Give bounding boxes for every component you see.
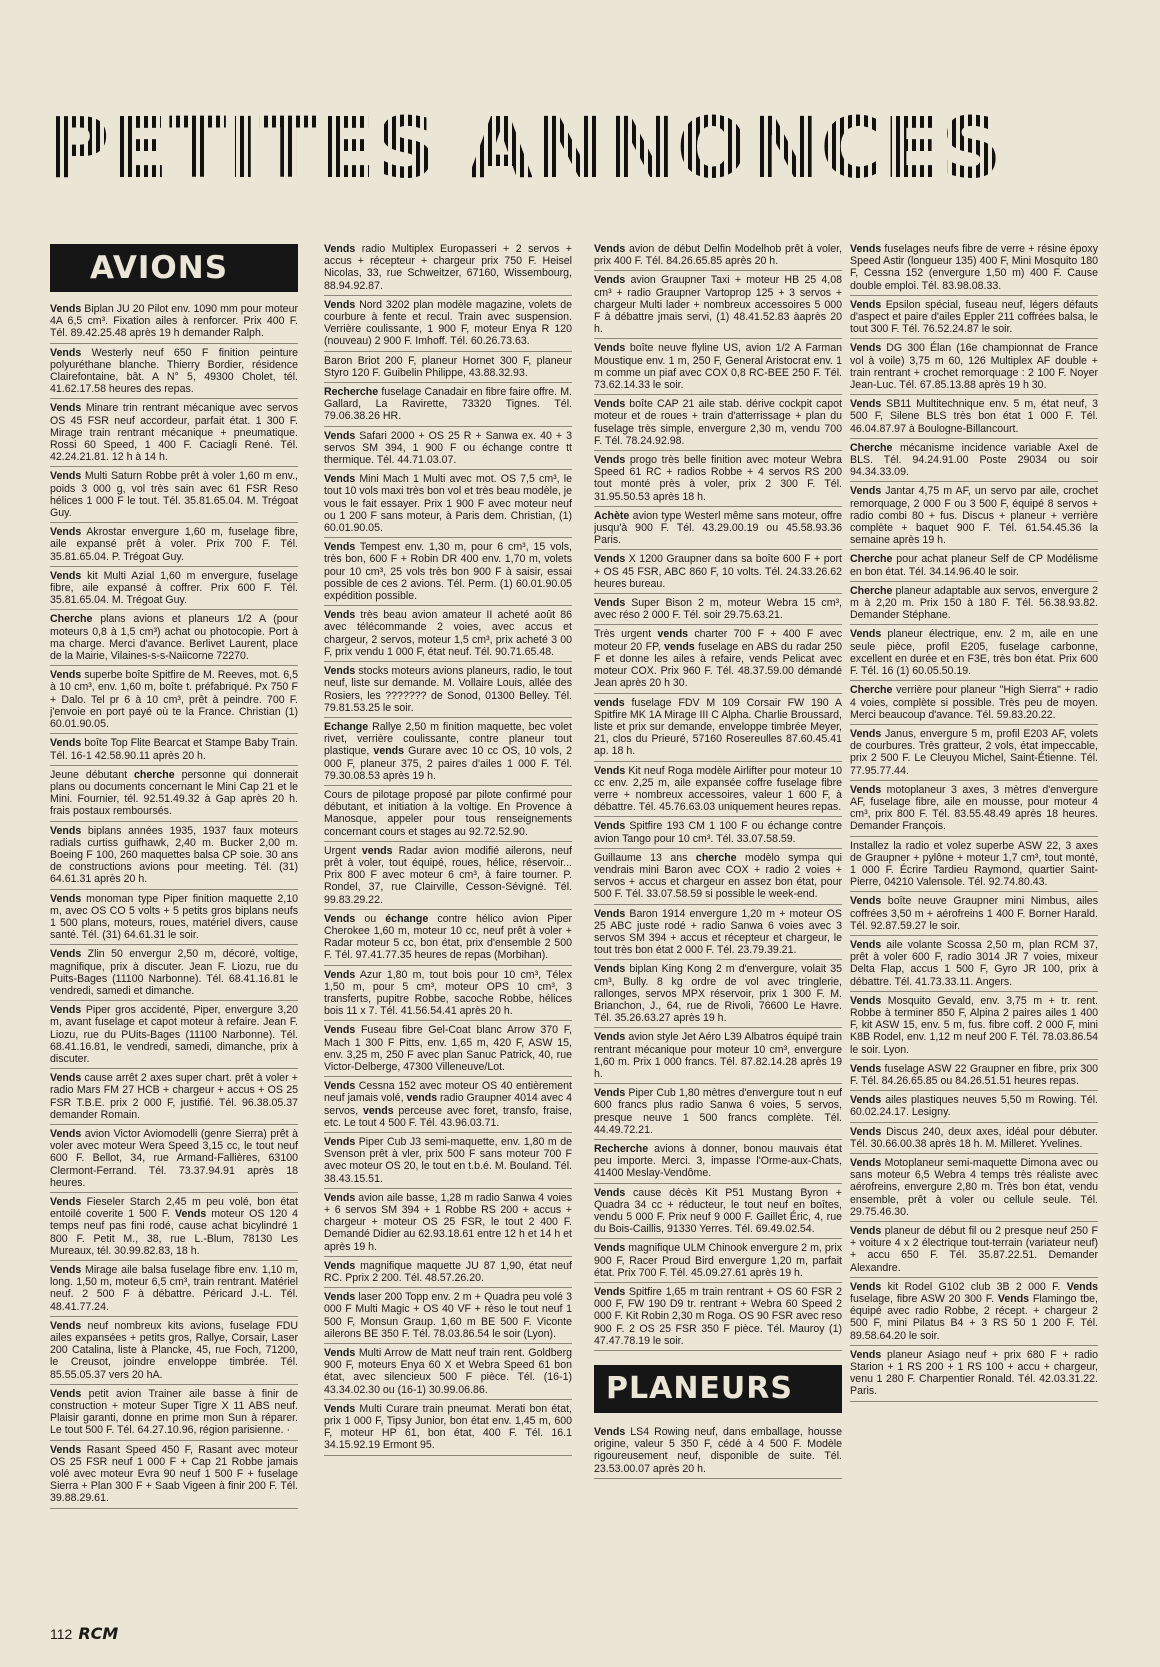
ad-text: Multi Saturn Robbe prêt à voler 1,60 m env., poids 3 000 g, vol très sain avec 61 FSR Reso hélices 1 000 F le tout. Tél. 35.81.65.04. M. Trégoat Guy. [50, 470, 298, 520]
ad-text: planeur de début fil ou 2 presque neuf 250 F + voiture 4 x 2 électrique tout-terrain (variateur neuf) + accu 650 F. Tél. 35.87.22.51. Demander Alexandre. [850, 1225, 1098, 1274]
classified-ad [50, 300, 298, 344]
classified-ad [850, 1060, 1098, 1091]
classified-ad [50, 344, 298, 400]
ad-keyword: Vends [324, 243, 356, 255]
ad-keyword: Vends [594, 398, 626, 411]
ad-keyword: Vends [50, 303, 82, 315]
ad-text: ou [355, 912, 386, 925]
ad-text: personne qui donnerait plans ou documents concernant le Mini Cap 21 et le Mini. Fournier, tél. 92.51.49.32 à Gap après 20 h. frais postaux remboursés. [50, 768, 298, 818]
ad-text: Urgent [324, 844, 362, 857]
ad-text: avion style Jet Aéro L39 Albatros équipé train rentrant mécanique pour moteur 10 cm³, envergure 1,60 m. Prix 1 000 francs. Tél. 87.82.14.28 après 19 h. [594, 1031, 842, 1080]
ad-keyword: Vends [324, 1024, 356, 1037]
ad-text: perceuse avec foret, transfo, fraise, etc. Le tout 4 500 F. Tél. 43.96.03.71. [324, 1104, 572, 1129]
ad-text: laser 200 Topp env. 2 m + Quadra peu volé 3 000 F Multi Magic + OS 40 VF + réso le tout neuf 1 500 F, Monsun Graup. 1,60 m BE 500 F. Viconte ailerons BE 350 F. Tél. 78.03.86.54 le soir (Lyon). [324, 1291, 572, 1340]
ad-text: fuselage Canadair en fibre faire offre. M. Gallard, La Ravirette, 73320 Tignes. Tél. 79.06.38.26 HR. [324, 386, 572, 423]
ad-text: motoplaneur 3 axes, 3 mètres d'envergure AF, fuselage fibre, aile en mousse, pour moteur 4 cm³, prix 800 F. Tél. 83.55.48.49 après 18 heures. Demander François. [850, 783, 1098, 833]
ad-keyword: Vends [850, 243, 882, 255]
classified-ad [594, 905, 842, 961]
classified-ad [50, 822, 298, 890]
classified-ad [324, 296, 572, 352]
ad-keyword: Vends [850, 398, 882, 411]
ad-keyword: Vends [50, 1443, 82, 1456]
ad-keyword: Cherche [850, 584, 893, 597]
ad-text: fuselages neufs fibre de verre + résine époxy Speed Astir (longueur 135) 400 F, Mini Mosquito 180 F, Cessna 152 (envergure 1,50 m) 400 F. Cause double emploi. Tél. 83.98.08.33. [850, 243, 1098, 292]
ad-text: boîte CAP 21 aile stab. dérive cockpit capot moteur et de roues + train d'atterrissage + plan du fuselage très simple, envergure 2,30 m, vendu 700 F. Tél. 78.24.92.98. [594, 398, 842, 447]
ad-text: avion aile basse, 1,28 m radio Sanwa 4 voies + 6 servos SM 394 + 1 Robbe RS 200 + accus + chargeur + moteur OS 25 FSR, le tout 2 400 F. Demandé Didier au 62.93.18.61 entre 12 h et 14 h et après 19 h. [324, 1191, 572, 1253]
ad-text: Spitfire 193 CM 1 100 F ou échange contre avion Tango pour 10 cm³. Tél. 33.07.58.59. [594, 820, 842, 845]
ad-text: cause décès Kit P51 Mustang Byron + Quadra 34 cc + réducteur, le tout neuf en boîtes, vendu 5 000 F. Prix neuf 9 000 F. Gaillet Éric, 4, rue du Bois-Caillis, 91330 Yerres. Tél. 69.49.02.54. [594, 1186, 842, 1236]
ad-keyword: Vends [324, 912, 356, 925]
ad-text: Spitfire 1,65 m train rentrant + OS 60 FSR 2 000 F, FW 190 D9 tr. rentrant + Webra 60 Speed 2 000 F. Kit Robin 2,30 m Roga. OS 90 FSR avec reso 900 F. 2 OS 25 FSR 350 F pièce. Tél. Mauroy (1) 47.47.78.19 le soir. [594, 1286, 842, 1347]
classified-ad [324, 1021, 572, 1077]
column-1 [50, 240, 298, 1620]
ad-keyword: Vends [324, 1347, 356, 1360]
classified-ad [324, 606, 572, 662]
classified-ad [850, 1278, 1098, 1346]
classified-ad [594, 240, 842, 271]
ad-text: LS4 Rowing neuf, dans emballage, housse origine, valeur 5 350 F, cédé à 4 500 F. Modèle rigoureusement neuf, disponible de suite. Tél. 23.53.00.07 après 20 h. [594, 1426, 842, 1475]
classified-ad [594, 395, 842, 451]
ad-keyword: Vends [324, 1259, 356, 1272]
ad-keyword: Vends [850, 298, 882, 311]
classified-ad [850, 395, 1098, 439]
ad-text: planeur adaptable aux servos, envergure 2 m à 2,20 m. Prix 150 à 180 F. Tél. 56.38.93.82. Demander Stéphane. [850, 584, 1098, 622]
ad-text: boîte neuve flyline US, avion 1/2 A Farman Moustique env. 1 m, 250 F, General Aristocrat env. 1 m comme un piaf avec COX 0,8 RC-BEE 250 F. Tél. 73.62.14.33 le soir. [594, 342, 842, 392]
ad-keyword: Vends [850, 1094, 882, 1107]
ad-text: boîte neuve Graupner mini Nimbus, ailes coffrées 3,50 m + aérofreins 1 400 F. Borner Harald. Tél. 92.87.59.27 le soir. [850, 895, 1098, 932]
ad-text: Flamingo tbe, équipé avec radio Robbe, 2 récept. + chargeur 2 500 F, mini Pilatus B4 + 3 RS 50 1 200 F. Tél. 89.58.64.20 le soir. [850, 1293, 1098, 1342]
ad-keyword: Echange [324, 720, 369, 733]
ad-text: progo très belle finition avec moteur Webra Speed 61 RC + radios Robbe + 4 servos RS 200 tout monté près à voler, prix 2 300 F. Tél. 31.95.50.53 après 18 h. [594, 454, 842, 503]
classified-ad [50, 1069, 298, 1125]
ad-text: Minare trin rentrant mécanique avec servos OS 45 FSR neuf accordeur, parfait état. 1 300 F. Mirage train rentrant mécanique + pneumatique. Rossi 60 Speed, 1 400 F. Caciagli René. Tél. 42.24.21.81. 12 h à 14 h. [50, 402, 298, 464]
ad-text: planeur Asiago neuf + prix 680 F + radio Starion + 1 RS 200 + 1 RS 100 + accu + chargeur, venu 1 280 F. Charpentier Ronald. Tél. 42.03.31.22. Paris. [850, 1348, 1098, 1398]
classified-ad [850, 296, 1098, 340]
ad-text: boîte Top Flite Bearcat et Stampe Baby Train. Tél. 16-1 42.58.90.11 après 20 h. [50, 737, 298, 762]
classified-ad [594, 1184, 842, 1240]
classified-ad [324, 1077, 572, 1133]
classified-ad [324, 1257, 572, 1288]
classified-ad [324, 1189, 572, 1257]
ad-keyword: Vends [50, 1004, 82, 1017]
ad-text: Janus, envergure 5 m, profil E203 AF, volets de courbures. Très gratteur, 2 vols, état impeccable, prix 2 500 F. Le Cleuyou Michel, Saint-Étienne. Tél. 77.95.77.44. [850, 727, 1098, 777]
classified-ad [50, 399, 298, 467]
ad-keyword: vends [362, 1104, 394, 1117]
classified-ad [50, 945, 298, 1001]
ad-keyword: Vends [850, 783, 882, 796]
ad-text: Mosquito Gevald, env. 3,75 m + tr. rent. Robbe à terminer 850 F, Alpina 2 paires ailes 1 400 F, kit ASW 15, env. 5 m, fus. fibre coff. 2 000 F, mini K8B Rodel, env. 1,12 m neuf 200 F. Tél. 78.03.86.54 le soir. Lyon. [850, 994, 1098, 1056]
ad-keyword: Vends [175, 1208, 207, 1221]
classified-ad [850, 1091, 1098, 1122]
classified-ad [50, 666, 298, 734]
ad-keyword: vends [361, 844, 393, 857]
classified-ad [850, 892, 1098, 936]
section-banner-planeurs: PLANEURS [594, 1365, 842, 1413]
ad-keyword: Vends [850, 628, 882, 641]
classified-ad [594, 1140, 842, 1184]
ad-keyword: Vends [324, 665, 356, 678]
classified-ad [50, 734, 298, 765]
ad-text: Zlin 50 envergur 2,50 m, décoré, voltige, magnifique, prix à discuter. Jean F. Liozu, rue du Puits-Bages (11100 Narbonne). Tél. 68.41.16.81 le vendredi, samedi et dimanche. [50, 948, 298, 997]
ad-keyword: Vends [50, 569, 82, 582]
ad-keyword: Vends [850, 1157, 882, 1169]
ad-keyword: vends [406, 1092, 438, 1105]
ad-text: kit Rodel G102 club 3B 2 000 F. [881, 1280, 1067, 1293]
page-footer [50, 1625, 118, 1643]
ad-text: avion de début Delfin Modelhob prêt à voler, prix 400 F. Tél. 84.26.65.85 après 20 h. [594, 243, 842, 268]
ad-text: modèlo sympa qui vendrais mini Baron avec COX + radio 2 voies + servos + accus et chargeur en assez bon état, pour 500 F. Tél. 33.07.58.59 si possible le week-end. [594, 851, 842, 901]
ad-text: Biplan JU 20 Pilot env. 1090 mm pour moteur 4A 6,5 cm³. Fixation ailes à renforcer. Prix 400 F. Tél. 89.42.25.48 après 19 h demander Ralph. [50, 303, 298, 340]
ad-keyword: Vends [50, 824, 82, 837]
classified-ad [594, 1028, 842, 1084]
ad-keyword: Vends [324, 429, 356, 442]
ad-keyword: Vends [850, 994, 882, 1007]
ad-keyword: Vends [594, 274, 626, 287]
ad-keyword: Vends [850, 1225, 882, 1238]
ad-text: contre hélico avion Piper Cherokee 1,60 m, moteur 10 cc, neuf prêt à voler + Radar moteur 5 cc, bon état, prix d'ensemble 2 500 F. Tél. 97.41.77.35 heures de repas (Morbihan). [324, 912, 572, 962]
ad-text: Très urgent [594, 628, 658, 641]
ad-text: radio Multiplex Europasseri + 2 servos + accus + récepteur + chargeur prix 750 F. Heisel Nicolas, 33, rue Schweitzer, 67160, Wissembourg, 88.94.92.87. [324, 243, 572, 292]
ad-text: Rasant Speed 450 F, Rasant avec moteur OS 25 FSR neuf 1 000 F + Cap 21 Robbe jamais volé avec moteur Evra 90 neuf 1 500 F + fuselage Sierra + Plan 300 F + Saab Vigeen à finir 200 F. Tél. 39.88.29.61. [50, 1443, 298, 1505]
ad-text: Motoplaneur semi-maquette Dimona avec ou sans moteur 6,5 Webra 4 temps très réaliste avec aérofreins, envergure 2,80 m. Très bon état, vendu ensemble, prêt à voler ou cellule seule. Tél. 29.75.46.30. [850, 1157, 1098, 1218]
ad-keyword: Vends [850, 1280, 882, 1293]
ad-text: avion type Westerl même sans moteur, offre jusqu'à 900 F. Tél. 43.29.00.19 ou 45.58.93.36 Paris. [594, 509, 842, 547]
ad-keyword: Cherche [850, 684, 893, 697]
ad-text: petit avion Trainer aile basse à finir de construction + moteur Super Tigre X 11 ABS neuf. Plaisir garanti, donne en prime mon Sun à réparer. Le tout 500 F. Tél. 64.27.10.96, région parisienne. · [50, 1387, 298, 1437]
ad-keyword: Vends [324, 541, 356, 554]
ad-text: Cessna 152 avec moteur OS 40 entièrement neuf jamais volé, [324, 1080, 572, 1105]
classified-ad [50, 1125, 298, 1193]
ad-text: Piper Cub J3 semi-maquette, env. 1,80 m de Svenson prêt à vler, prix 500 F sans moteur 700 F avec moteur OS 20, le tout en t.b.é. M. Bouland. Tél. 38.43.15.51. [324, 1136, 572, 1185]
classified-ad [850, 1222, 1098, 1278]
ad-text: fuselage en ABS du radar 250 F et donne les ailes à refaire, vends Pelicat avec moteur COX. Prix 960 F. Tél. 48.37.59.00 démandé Jean après 20 h 30. [594, 640, 842, 690]
classified-ad [594, 550, 842, 594]
ad-keyword: Vends [50, 346, 82, 359]
ad-text: Gurare avec 10 cc OS, 10 vols, 2 000 F, planeur 375, 2 paires d'ailes 1 000 F. Tél. 79.30.08.53 après 19 h. [324, 745, 572, 782]
ad-text: radio Graupner 4014 avec 4 servos, [324, 1092, 572, 1117]
classified-ad [50, 1385, 298, 1441]
classified-ad [324, 1344, 572, 1400]
ad-text: Guillaume 13 ans [594, 851, 696, 864]
ad-keyword: Recherche [594, 1143, 649, 1155]
ad-text: avion Graupner Taxi + moteur HB 25 4,08 cm³ + radio Graupner Vartoprop 125 + 3 servos + chargeur Multi lader + nombreux accessoires 5 000 F à débattre jmais servi, (1) 48.41.52.83 àaprès 20 h. [594, 274, 842, 336]
ad-text: neuf nombreux kits avions, fuselage FDU ailes expansées + petits gros, Rallye, Corsair, Laser 200 Catalina, liste à Plancke, 45, rue Foch, 71200, le Creusot, joindre enveloppe timbrée. Tél. 85.55.05.37 vers 20 hA. [50, 1319, 298, 1381]
ad-keyword: Vends [50, 1319, 82, 1332]
ad-keyword: vends [657, 628, 689, 641]
ad-keyword: Vends [50, 526, 82, 539]
classified-ad [850, 992, 1098, 1060]
ad-text: superbe boîte Spitfire de M. Reeves, mot. 6,5 à 10 cm³, env. 1,60 m, boîte t. préfabriqué. Px 750 F + Dalo. Tel pr 6 à 10 cm³, prêt à peindre. 700 F. j'envoie en port payé où te la France. Christian (1) 60.01.90.05. [50, 669, 298, 731]
ad-text: Mini Mach 1 Multi avec mot. OS 7,5 cm³, le tout 10 vols maxi très bon vol et très beau modèle, je vous le fait essayer. Prix 1 900 F avec moteur neuf ou 1 200 F sans moteur, à Paris dem. Christian, (1) 60.01.90.05. [324, 473, 572, 535]
classified-ad [850, 625, 1098, 681]
ad-text: Discus 240, deux axes, idéal pour débuter. Tél. 30.66.00.38 après 18 h. M. Milleret. Yvelines. [850, 1125, 1098, 1150]
ad-keyword: Vends [594, 1286, 626, 1299]
classified-ad [50, 1193, 298, 1261]
classified-ad [324, 718, 572, 786]
ad-text: Jeune débutant [50, 768, 134, 781]
ad-keyword: Vends [50, 669, 82, 682]
magazine-brand: RCM [78, 1624, 119, 1643]
classified-ad [50, 610, 298, 666]
ad-text: Multi Curare train pneumat. Merati bon état, prix 1 000 F, Tipsy Junior, bon état env. 1,45 m, 600 F, moteur HP 61, bon état, 400 F. Tél. 16.1 34.15.92.19 Ermont 95. [324, 1402, 572, 1452]
ad-keyword: Vends [850, 342, 882, 355]
ad-text: Safari 2000 + OS 25 R + Sanwa ex. 40 + 3 servos SM 394, 1 900 F ou échange contre tt thermique. Tél. 44.71.03.07. [324, 429, 572, 467]
classified-ad [324, 1133, 572, 1189]
column-3 [594, 240, 842, 1620]
ad-text: fuselage, fibre ASW 20 300 F. [850, 1293, 998, 1306]
ad-text: Tempest env. 1,30 m, pour 6 cm³, 15 vols, très bon, 600 F + Robin DR 400 env. 1,70 m, volets pour 10 cm³, 25 vols très bon 900 F à saisir, essai possible de ces 2 avions. Tél. Perm. (1) 60.01.90.05 expédition possible. [324, 541, 572, 603]
ad-keyword: Vends [594, 963, 626, 976]
classified-ad [850, 339, 1098, 395]
classified-ad [594, 960, 842, 1028]
ad-keyword: cherche [695, 851, 737, 864]
classified-ad [324, 240, 572, 296]
ad-text: fuselage FDV M 109 Corsair FW 190 A Spitfire MK 1A Mirage III C Alpha. Charlie Broussard, liste et prix sur demande, enveloppe timbrée Meyer, 21, clos du Prieuré, 57160 Rosereulles 87.60.45.41 ap. 18 h. [594, 696, 842, 758]
ad-text: monoman type Piper finition maquette 2,10 m, avec OS CO 5 volts + 5 petits gros biplans neufs 1 500 plans, moteurs, roues, matériel divers, cause santé. Tél. (31) 64.61.31 le soir. [50, 892, 298, 942]
ad-keyword: cherche [134, 768, 175, 781]
classified-ad [324, 1400, 572, 1456]
ad-keyword: Vends [324, 1402, 356, 1415]
ad-text: pour achat planeur Self de CP Modélisme en bon état. Tél. 34.14.96.40 le soir. [850, 553, 1098, 578]
ad-text: Azur 1,80 m, tout bois pour 10 cm³, Télex 1,50 m, pour 5 cm³, moteur OPS 10 cm³, 3 transferts, pupitre Robbe, sacoche Robbe, hélices bois 11 x 7. Tél. 41.56.54.41 après 20 h. [324, 968, 572, 1018]
ad-keyword: Vends [50, 1264, 82, 1277]
ad-text: Kit neuf Roga modèle Airlifter pour moteur 10 cc env. 2,25 m, aile expansée coffre fuselage fibre verre + nombreux accessoires, valeur 1 600 F, à débattre. Tél. 45.76.63.03 uniquement heures repas. [594, 764, 842, 814]
ad-text: Rallye 2,50 m finition maquette, bec volet rivet, verrière coulissante, contre planeur tout plastique, [324, 720, 572, 758]
ad-text: Epsilon spécial, fuseau neuf, légers défauts d'aspect et paire d'ailes Eppler 211 coffrées balsa, le tout 300 F. Tél. 76.52.24.87 le soir. [850, 298, 1098, 336]
ad-keyword: Vends [850, 895, 882, 908]
ad-keyword: Vends [850, 1062, 882, 1075]
classified-ad [50, 467, 298, 523]
ad-text: moteur OS 120 4 temps neuf pas fini rodé, cause achat bicylindré 1 800 F. Petit M., 38, rue L.-Blum, 78130 Les Mureaux, tél. 30.99.82.83, 18 h. [50, 1208, 298, 1257]
ad-keyword: Vends [50, 402, 82, 415]
ad-keyword: Vends [594, 1031, 626, 1044]
ad-text: Fuseau fibre Gel-Coat blanc Arrow 370 F, Mach 1 300 F Pitts, env. 1,65 m, 420 F, ASW 15, env. 3,25 m, 250 F avec plan Sanuc Patrick, 40, rue Victor-Delberge, 47300 Villeneuve/Lot. [324, 1024, 572, 1073]
classified-ad [850, 681, 1098, 725]
ad-text: Nord 3202 plan modèle magazine, volets de courbure à fente et recul. Train avec suspension. Verrière coulissante, 1 900 F, moteur Enya R 120 (nouveau) 2 900 F. Imhoff. Tél. 60.26.73.63. [324, 298, 572, 348]
classified-ad [324, 966, 572, 1022]
classified-ad [594, 1084, 842, 1140]
ad-keyword: Vends [594, 243, 626, 255]
classified-ad [850, 781, 1098, 837]
ad-text: cause arrêt 2 axes super chart. prêt à voler + radio Mars FM 27 HCB + chargeur + accus + OS 25 FSR T.B.E. prix 2 000 F, justifié. Tél. 96.38.05.37 demander Romain. [50, 1072, 298, 1121]
ad-keyword: Vends [850, 485, 882, 498]
ad-text: Piper gros accidenté, Piper, envergure 3,20 m, avant fuselage et capot moteur à refaire. Jean F. Liozu, rue du PUits-Bages (11100 Narbonne). Tél. 68.41.16.81, le vendredi, samedi, dimanche, prix à discuter. [50, 1004, 298, 1065]
ad-keyword: Recherche [324, 386, 379, 399]
classified-ad [50, 1317, 298, 1385]
classified-ad [324, 427, 572, 471]
section-banner-avions: AVIONS [50, 244, 298, 292]
ad-keyword: vends [373, 745, 405, 758]
ad-text: biplan King Kong 2 m d'envergure, volait 35 cm³, Bully. 8 kg ordre de vol avec tringlerie, rallonges, servos MPX réservoir, prix 1 300 F. M. Brianchon, J., 64, rue de Rivoli, 76600 Le Havre. Tél. 35.26.63.27 après 19 h. [594, 963, 842, 1025]
ad-text: planeur électrique, env. 2 m, aile en une seule pièce, profil E205, fuselage carbonne, excellent en durée et en F3E, très bon état. Prix 600 F. Tél. 16 (1) 60.05.50.19. [850, 628, 1098, 678]
ad-text: Radar avion modifié ailerons, neuf prêt à voler, tout équipé, roues, hélice, réservoir... Prix 800 F avec moteur 6 cm³, à faire tourner. P. Rondel, 37, rue Clairville, Cesson-Sévigné. Tél. 99.83.29.22. [324, 844, 572, 906]
ad-keyword: Vends [324, 968, 356, 981]
ad-keyword: vends [594, 696, 625, 709]
ad-keyword: Vends [594, 1087, 626, 1100]
ad-text: Baron 1914 envergure 1,20 m + moteur OS 25 ABC juste rodé + radio Sanwa 6 voies avec 3 servos SM 394 + accus et récepteur et chargeur, le tout très bon état 2 000 F. Tél. 23.79.39.21. [594, 907, 842, 957]
ad-keyword: Vends [594, 553, 626, 566]
ad-keyword: Vends [850, 938, 882, 951]
ad-text: charter 700 F + 400 F avec moteur 20 FP, [594, 628, 842, 653]
ad-keyword: Vends [594, 820, 626, 833]
ad-keyword: Vends [50, 1127, 82, 1140]
ad-text: très beau avion amateur II acheté août 86 avec télécommande 2 voies, avec accus et chargeur, 2 servos, moteur 1,5 cm³, prix acheté 3 00 F, prix vendu 1 000 F, état neuf. Tél. 90.71.65.48. [324, 609, 572, 658]
ad-text: Installez la radio et volez superbe ASW 22, 3 axes de Graupner + pylône + moteur 1,7 cm³, tout monté, 1 000 F. Écrire Tardieu Raymond, quartier Saint-Pierre, 04210 Valensole. Tél. 92.74.80.43. [850, 839, 1098, 889]
classified-ad [324, 842, 572, 910]
ad-keyword: Vends [997, 1293, 1030, 1306]
ad-keyword: Cherche [850, 441, 893, 454]
ad-keyword: Vends [594, 342, 626, 355]
ad-keyword: Vends [324, 473, 356, 486]
ad-text: aile volante Scossa 2,50 m, plan RCM 37, prêt à voler 600 F, radio 3014 JR 7 voies, mixeur Delta Flap, accus 1 500 F, Gyro JR 100, prix à débattre. Tél. 41.73.33.11. Angers. [850, 938, 1098, 988]
classified-ad [850, 582, 1098, 626]
classified-ad [594, 1239, 842, 1283]
page-number: 112 [50, 1626, 73, 1642]
classified-ad [324, 910, 572, 966]
classified-ad [594, 507, 842, 551]
ad-text: Westerly neuf 650 F finition peinture polyuréthane blanche. Thierry Bordier, résidence Clairefontaine, bât. A N° 5, 49300 Cholet, tél. 41.62.17.58 heures des repas. [50, 346, 298, 396]
ad-keyword: Vends [850, 1348, 882, 1361]
ad-keyword: échange [385, 912, 429, 925]
ad-text: magnifique maquette JU 87 1,90, état neuf RC. Pprix 2 200. Tél. 48.57.26.20. [324, 1259, 572, 1285]
page-title: PETITES ANNONCES [48, 100, 1128, 196]
classified-ad [594, 339, 842, 395]
ad-keyword: Vends [594, 454, 626, 467]
classified-ad [324, 662, 572, 718]
classified-ad [324, 1288, 572, 1344]
classified-ad [324, 352, 572, 383]
classified-ad [324, 538, 572, 606]
classified-ad [324, 786, 572, 842]
classified-ad [594, 271, 842, 339]
ad-keyword: Vends [50, 948, 82, 961]
ad-text: Baron Briot 200 F, planeur Hornet 300 F, planeur Styro 120 F. Guibelin Philippe, 43.88.32.93. [324, 354, 572, 379]
ad-text: avions à donner, bonou mauvais état peu importe. Merci. 3, impasse l'Orme-aux-Chats, 41400 Meslay-Vendôme. [594, 1143, 842, 1180]
ad-text: SB11 Multitechnique env. 5 m, état neuf, 3 500 F, Silene BLS très bon état 1 000 F. Tél. 46.04.87.97 à Boulogne-Billancourt. [850, 398, 1098, 435]
classified-ad [850, 837, 1098, 893]
ad-text: DG 300 Élan (16e championnat de France vol à voile) 3,75 m 60, 126 Multiplex AF double + train rentrant + crochet remorquage : 2 100 F. Noyer Jean-Luc. Tél. 67.85.13.88 après 19 h 30. [850, 342, 1098, 392]
classified-ad [594, 625, 842, 693]
ad-keyword: Vends [50, 1072, 82, 1085]
ad-keyword: Vends [324, 298, 356, 311]
ad-keyword: Vends [50, 470, 82, 483]
ad-text: avion Victor Aviomodelli (genre Sierra) prêt à voler avec moteur Wera Speed 3,15 cc, le tout neuf 600 F. Bellot, 34, rue Armand-Fallières, 63100 Clermont-Ferrand. Tél. 73.37.94.91 après 18 heures. [50, 1127, 298, 1189]
ad-keyword: Vends [594, 1242, 626, 1255]
ad-keyword: Cherche [50, 613, 93, 626]
ad-keyword: Vends [594, 1186, 626, 1199]
classified-ad [850, 725, 1098, 781]
classified-ad [50, 1001, 298, 1069]
ad-keyword: vends [664, 640, 695, 653]
ad-text: ailes plastiques neuves 5,50 m Rowing. Tél. 60.02.24.17. Lesigny. [850, 1094, 1098, 1119]
classified-ad [50, 890, 298, 946]
ad-text: X 1200 Graupner dans sa boîte 600 F + port + OS 45 FSR, ABC 860 F, 10 volts. Tél. 24.33.26.62 heures bureau. [594, 553, 842, 590]
column-4 [850, 240, 1098, 1620]
ad-keyword: Vends [324, 1191, 356, 1204]
classified-ad [850, 439, 1098, 483]
classified-ad [850, 482, 1098, 550]
classified-ad [850, 1346, 1098, 1402]
ad-text: stocks moteurs avions planeurs, radio, le tout neuf, liste sur demande. M. Vollaire Louis, allée des Rosiers, les ??????? de Sonod, 01300 Belley. Tél. 79.81.53.25 le soir. [324, 665, 572, 714]
ad-text: kit Multi Azial 1,60 m envergure, fuselage fibre, aile expansé à coffrer. Prix 600 F. Tél. 35.81.65.04. M. Trégoat Guy. [50, 569, 298, 607]
classified-ad [50, 1441, 298, 1509]
ad-keyword: Vends [324, 1080, 356, 1093]
classified-ad [324, 383, 572, 427]
classified-ad [50, 523, 298, 567]
ad-keyword: Vends [50, 1196, 82, 1208]
column-2 [324, 240, 572, 1620]
ad-keyword: Cherche [850, 553, 893, 566]
classified-ad [594, 817, 842, 848]
ad-keyword: Vends [324, 609, 356, 622]
ad-text: biplans années 1935, 1937 faux moteurs radials curtiss guifhawk, 2,40 m. Bucker 2,00 m. Boeing F 100, 260 maquettes balsa CP soie. 30 ans de constructions avions pour meeting. Tél. (31) 64.61.31 après 20 h. [50, 824, 298, 886]
ad-text: Akrostar envergure 1,60 m, fuselage fibre, aile expansé prêt à voler. Prix 700 F. Tél. 35.81.65.04. P. Trégoat Guy. [50, 526, 298, 563]
ad-keyword: Vends [50, 1387, 82, 1400]
classified-ad [594, 451, 842, 507]
ad-text: magnifique ULM Chinook envergure 2 m, prix 900 F, Racer Proud Bird envergure 1,20 m, parfait état. Prix 700 F. Tél. 45.09.27.61 après 19 h. [594, 1242, 842, 1279]
ad-keyword: Vends [324, 1136, 356, 1148]
ad-text: Cours de pilotage proposé par pilote confirmé pour débutant, et initiation à la voltige. En Provence à Manosque, appeler pour tous renseignements concernant cours et stages au 92.72.52.90. [324, 788, 572, 838]
classified-ad [850, 936, 1098, 992]
classified-ad [850, 1123, 1098, 1154]
ad-keyword: Vends [50, 737, 82, 750]
classified-ad [50, 1261, 298, 1317]
ad-keyword: Vends [324, 1291, 356, 1304]
ad-text: Multi Arrow de Matt neuf train rent. Goldberg 900 F, moteurs Enya 60 X et Webra Speed 61 bon état, avec silencieux 500 F pièce. Tél. (16-1) 43.34.02.30 ou (16-1) 30.99.06.86. [324, 1347, 572, 1396]
ad-keyword: Vends [594, 597, 626, 610]
ad-text: plans avions et planeurs 1/2 A (pour moteurs 0,8 à 1,5 cm³) achat ou photocopie. Port à ma charge. Merci d'avance. Berlivet Laurent, place de la Mairie, Vilaines-s-s-Naiicorne 72270. [50, 613, 298, 663]
ad-keyword: Vends [594, 764, 626, 777]
classified-ad [50, 567, 298, 611]
ad-text: Jantar 4,75 m AF, un servo par aile, crochet remorquage, 2 000 F ou 3 500 F, équipé 8 servos + radio combi 80 + fus. Discus + planeur + verrière complète + baquet 900 F. Tél. 61.54.45.36 la semaine après 19 h. [850, 485, 1098, 547]
ad-text: fuselage ASW 22 Graupner en fibre, prix 300 F. Tél. 84.26.65.85 ou 84.26.51.51 heures repas. [850, 1062, 1098, 1087]
classified-ad [594, 762, 842, 818]
ad-keyword: Vends [50, 892, 82, 905]
ad-text: mécanisme incidence variable Axel de BLS. Tél. 94.24.91.00 Poste 29034 ou soir 94.34.33.09. [850, 441, 1098, 479]
ad-text: Super Bison 2 m, moteur Webra 15 cm³, avec réso 2 000 F. Tél. soir 29.75.63.21. [594, 597, 842, 622]
classified-ad [850, 1154, 1098, 1222]
ad-text: verrière pour planeur "High Sierra" + radio 4 voies, complète si possible. Très peu de moyen. Merci beaucoup d'avance. Tél. 59.83.20.22. [850, 684, 1098, 721]
ad-text: Mirage aile balsa fuselage fibre env. 1,10 m, long. 1,50 m, moteur 6,5 cm³, train rentrant. Matériel neuf. 2 500 F à débattre. Péricard J.-L. Tél. 48.41.77.24. [50, 1264, 298, 1313]
classified-ad [594, 1423, 842, 1479]
classified-ad [850, 550, 1098, 581]
ad-keyword: Vends [594, 907, 626, 920]
ad-keyword: Vends [1066, 1280, 1098, 1293]
ad-text: Fieseler Starch 2,45 m peu volé, bon état entoilé coverite 1 500 F. [50, 1196, 298, 1221]
ad-text: Piper Cub 1,80 mètres d'envergure tout n euf 600 francs plus radio Sanwa 6 voies, 5 servos, presque neuve 1 500 francs complète. Tél. 44.49.72.21. [594, 1087, 842, 1136]
classified-ad [594, 849, 842, 905]
classified-ad [850, 240, 1098, 296]
classified-ad [594, 694, 842, 762]
classified-ad [594, 594, 842, 625]
ad-keyword: Vends [594, 1426, 626, 1439]
classified-ad [594, 1283, 842, 1351]
ad-keyword: Vends [850, 1125, 882, 1138]
classified-ad [50, 766, 298, 822]
classified-ad [324, 470, 572, 538]
ad-keyword: Achète [594, 509, 630, 522]
ad-keyword: Vends [850, 727, 882, 740]
